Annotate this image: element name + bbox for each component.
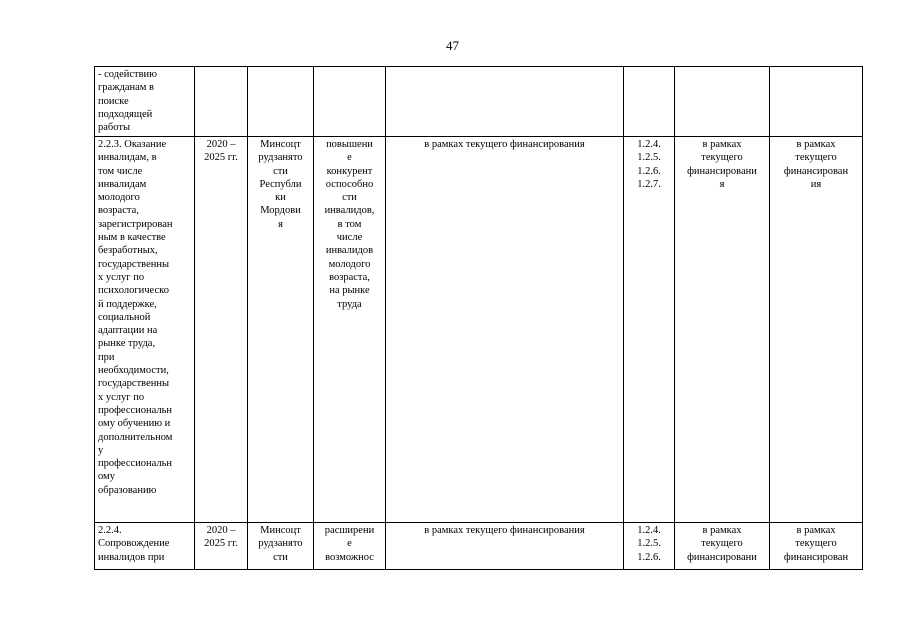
cell-text-line: 2025 гг.: [204, 152, 238, 164]
indicator-codes-cell: [624, 67, 675, 137]
cell-text-line: возможнос: [325, 551, 374, 563]
cell-text-line: в том: [337, 218, 362, 230]
cell-text-line: инвалидам: [98, 178, 147, 190]
cell-text-line: психологическо: [98, 285, 169, 297]
cell-text: в рамках текущего финансирования: [424, 139, 585, 150]
cell-text-line: подходящей: [98, 108, 153, 120]
cell-text-line: я: [719, 178, 725, 190]
funding-cell: [386, 523, 624, 570]
cell-text-line: оспособно: [325, 178, 374, 190]
cell-text-line: рынке труда,: [98, 338, 156, 350]
cell-text-line: е: [347, 538, 352, 550]
page-number: 47: [446, 38, 459, 53]
cell-text-line: Минсоцт: [260, 139, 301, 150]
cell-text-line: Мордови: [260, 205, 301, 217]
cell-text-line: х услуг по: [98, 391, 145, 403]
cell-text-line: финансирован: [783, 165, 849, 177]
cell-text-line: том числе: [98, 165, 143, 177]
table-row: [95, 137, 863, 523]
cell-text-line: рудзанято: [258, 152, 303, 164]
indicator-codes-cell: [624, 523, 675, 570]
cell-text-line: молодого: [98, 192, 140, 204]
cell-text-line: образованию: [98, 484, 157, 496]
cell-text-line: сти: [273, 165, 288, 177]
cell-text: в рамках текущего финансирования: [424, 525, 585, 536]
cell-text-line: 2.2.3. Оказание: [98, 139, 167, 150]
cell-text-line: текущего: [701, 152, 743, 164]
cell-text-line: е: [347, 152, 352, 164]
period-cell: [195, 137, 248, 523]
cell-text-line: безработных,: [98, 245, 158, 257]
cell-text-line: рудзанято: [258, 538, 303, 550]
cell-text-line: профессиональн: [98, 404, 173, 416]
cell-text-line: Республи: [259, 178, 302, 190]
cell-text-line: расширени: [324, 525, 375, 536]
cell-text-line: повышени: [326, 139, 373, 150]
cell-text-line: числе: [336, 232, 363, 244]
measures-table: [94, 66, 863, 570]
funding-volume-cell: [770, 137, 863, 523]
cell-text-line: Сопровождение: [98, 538, 170, 550]
result-cell: [314, 67, 386, 137]
result-cell: [314, 137, 386, 523]
cell-text-line: инвалидов,: [324, 205, 375, 217]
cell-text-line: конкурент: [326, 165, 373, 177]
funding-volume-cell: [770, 523, 863, 570]
result-cell: [314, 523, 386, 570]
cell-text-line: ным в качестве: [98, 232, 166, 244]
cell-text-line: работы: [98, 122, 131, 134]
cell-text-line: ому обучению и: [98, 418, 171, 430]
cell-text-line: текущего: [795, 538, 837, 550]
cell-text-line: у: [98, 444, 104, 456]
cell-text-line: в рамках: [702, 525, 742, 536]
cell-text-line: социальной: [98, 311, 151, 323]
measure-cell: [95, 523, 195, 570]
cell-text-line: финансировани: [687, 551, 757, 563]
cell-text-line: молодого: [328, 258, 371, 270]
funding-cell: [386, 137, 624, 523]
funding-source-cell: [675, 67, 770, 137]
cell-text-line: финансировани: [687, 165, 757, 177]
cell-text-line: государственны: [98, 378, 170, 390]
cell-text-line: необходимости,: [98, 365, 169, 377]
cell-text-line: й поддержке,: [98, 298, 157, 310]
cell-text-line: поиске: [98, 95, 129, 107]
cell-text-line: текущего: [795, 152, 837, 164]
cell-text-line: 2020 –: [206, 525, 236, 536]
cell-text-line: государственны: [98, 258, 170, 270]
measure-cell: [95, 137, 195, 523]
cell-text-line: адаптации на: [98, 325, 158, 337]
cell-text-line: 2.2.4.: [98, 525, 122, 536]
cell-text-line: возраста,: [329, 271, 370, 283]
cell-text-line: при: [98, 351, 115, 363]
cell-text-line: 1.2.5.: [637, 152, 661, 164]
executor-cell: [248, 137, 314, 523]
cell-text-line: - содействию: [98, 69, 158, 80]
period-cell: [195, 67, 248, 137]
cell-text-line: инвалидов при: [98, 551, 165, 563]
table-row: [95, 523, 863, 570]
cell-text-line: финансирован: [783, 551, 849, 563]
cell-text-line: возраста,: [98, 205, 139, 217]
cell-text-line: 1.2.6.: [637, 551, 661, 563]
cell-text-line: зарегистрирован: [98, 218, 173, 230]
cell-text-line: в рамках: [702, 139, 742, 150]
cell-text-line: 1.2.4.: [637, 139, 661, 150]
cell-text-line: текущего: [701, 538, 743, 550]
indicator-codes-cell: [624, 137, 675, 523]
funding-cell: [386, 67, 624, 137]
funding-volume-cell: [770, 67, 863, 137]
cell-text-line: 1.2.5.: [637, 538, 661, 550]
table-row: [95, 67, 863, 137]
cell-text-line: 1.2.4.: [637, 525, 661, 536]
measure-cell: [95, 67, 195, 137]
executor-cell: [248, 67, 314, 137]
cell-text-line: на рынке: [329, 285, 370, 297]
executor-cell: [248, 523, 314, 570]
cell-text-line: я: [278, 218, 283, 230]
cell-text-line: 1.2.7.: [637, 178, 661, 190]
cell-text-line: в рамках: [796, 139, 836, 150]
cell-text-line: сти: [273, 551, 288, 563]
cell-text-line: 1.2.6.: [637, 165, 661, 177]
cell-text-line: инвалидов: [325, 245, 374, 257]
cell-text-line: Минсоцт: [260, 525, 301, 536]
cell-text-line: в рамках: [796, 525, 836, 536]
cell-text-line: ки: [275, 192, 286, 204]
cell-text-line: дополнительном: [98, 431, 173, 443]
cell-text-line: ия: [810, 178, 822, 190]
cell-text-line: инвалидам, в: [98, 152, 157, 164]
cell-text-line: сти: [342, 192, 357, 204]
cell-text-line: х услуг по: [98, 271, 145, 283]
funding-source-cell: [675, 137, 770, 523]
period-cell: [195, 523, 248, 570]
cell-text-line: труда: [337, 298, 362, 310]
cell-text-line: ому: [98, 471, 115, 483]
funding-source-cell: [675, 523, 770, 570]
cell-text-line: гражданам в: [98, 82, 154, 94]
cell-text-line: 2025 гг.: [204, 538, 238, 550]
cell-text-line: профессиональн: [98, 458, 173, 470]
cell-text-line: 2020 –: [206, 139, 236, 150]
